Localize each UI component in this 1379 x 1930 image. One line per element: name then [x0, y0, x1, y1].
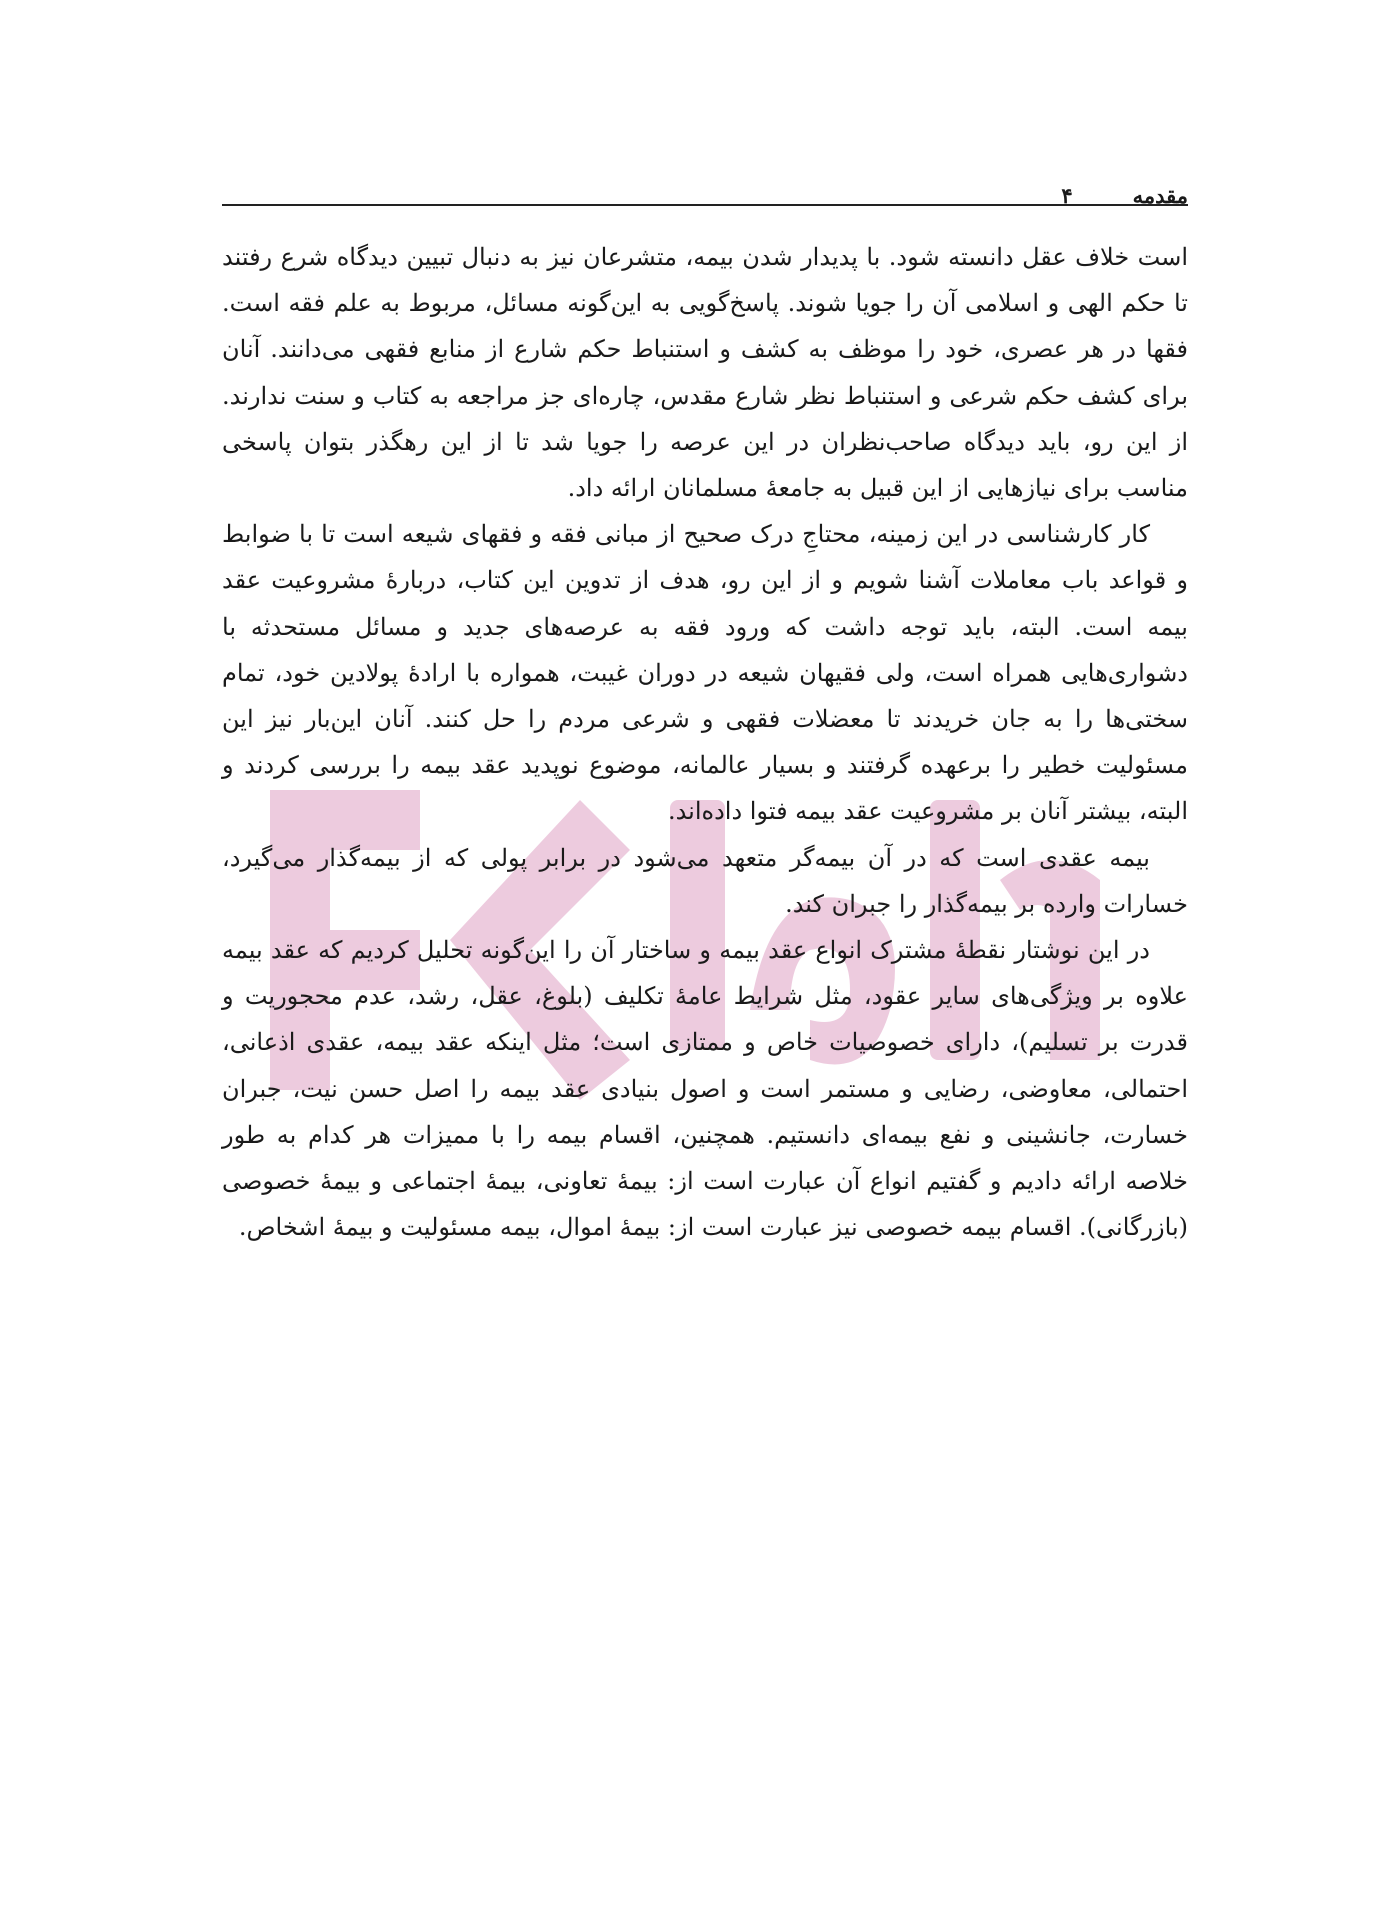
page-number: ۴: [1061, 183, 1073, 208]
running-header: [222, 160, 1188, 208]
chapter-title: مقدمه: [1132, 183, 1188, 208]
paragraph-3: بیمه عقدی است که در آن بیمه‌گر متعهد می‌شود در برابر پولی که از بیمه‌گذار می‌گیرد، خسارات وارده بر بیمه‌گذار را جبران کند.: [222, 843, 1188, 918]
paragraph-2: کار کارشناسی در این زمینه، محتاجِ درک صحیح از مبانی فقه و فقهای شیعه است تا با ضوابط و قواعد باب معاملات آشنا شویم و از این رو، هدف از تدوین این کتاب، دربارهٔ مشروعیت عقد بیمه است. البته، باید توجه داشت که ورود فقه به عرصه‌های جدید و مسائل مستحدثه با دشواری‌هایی همراه است، ولی فقیهان شیعه در دوران غیبت، همواره با ارادهٔ پولادین خود، تمام سختی‌ها را به جان خریدند تا معضلات فقهی و شرعی مردم را حل کنند. آنان این‌بار نیز این مسئولیت خطیر را برعهده گرفتند و بسیار عالمانه، موضوع نوپدید عقد بیمه را بررسی کردند و البته، بیشتر آنان بر مشروعیت عقد بیمه فتوا داده‌اند.: [222, 520, 1188, 826]
paragraph-1: است خلاف عقل دانسته شود. با پدیدار شدن بیمه، متشرعان نیز به دنبال تبیین دیدگاه شرع رفتند تا حکم الهی و اسلامی آن را جویا شوند. پاسخ‌گویی به این‌گونه مسائل، مربوط به علم فقه است. فقها در هر عصری، خود را موظف به کشف و استنباط حکم شارع از منابع فقهی می‌دانند. آنان برای کشف حکم شرعی و استنباط نظر شارع مقدس، چاره‌ای جز مراجعه به کتاب و سنت ندارند. از این رو، باید دیدگاه صاحب‌نظران در این عرصه را جویا شد تا از این رهگذر بتوان پاسخی مناسب برای نیازهایی از این قبیل به جامعهٔ مسلمانان ارائه داد.: [222, 243, 1189, 503]
header-divider: [222, 204, 1188, 206]
body-text: [222, 234, 1188, 1250]
paragraph-4: در این نوشتار نقطهٔ مشترک انواع عقد بیمه و ساختار آن را این‌گونه تحلیل کردیم که عقد بیمه علاوه بر ویژگی‌های سایر عقود، مثل شرایط عامهٔ تکلیف (بلوغ، عقل، رشد، عدم محجوریت و قدرت بر تسلیم)، دارای خصوصیات خاص و ممتازی است؛ مثل اینکه عقد بیمه، عقدی اذعانی، احتمالی، معاوضی، رضایی و مستمر است و اصول بنیادی عقد بیمه را اصل حسن نیت، جبران خسارت، جانشینی و نفع بیمه‌ای دانستیم. همچنین، اقسام بیمه را با ممیزات هر کدام به طور خلاصه ارائه دادیم و گفتیم انواع آن عبارت است از: بیمهٔ تعاونی، بیمهٔ اجتماعی و بیمهٔ خصوصی (بازرگانی). اقسام بیمه خصوصی نیز عبارت است از: بیمهٔ اموال، بیمه مسئولیت و بیمهٔ اشخاص.: [222, 936, 1189, 1242]
